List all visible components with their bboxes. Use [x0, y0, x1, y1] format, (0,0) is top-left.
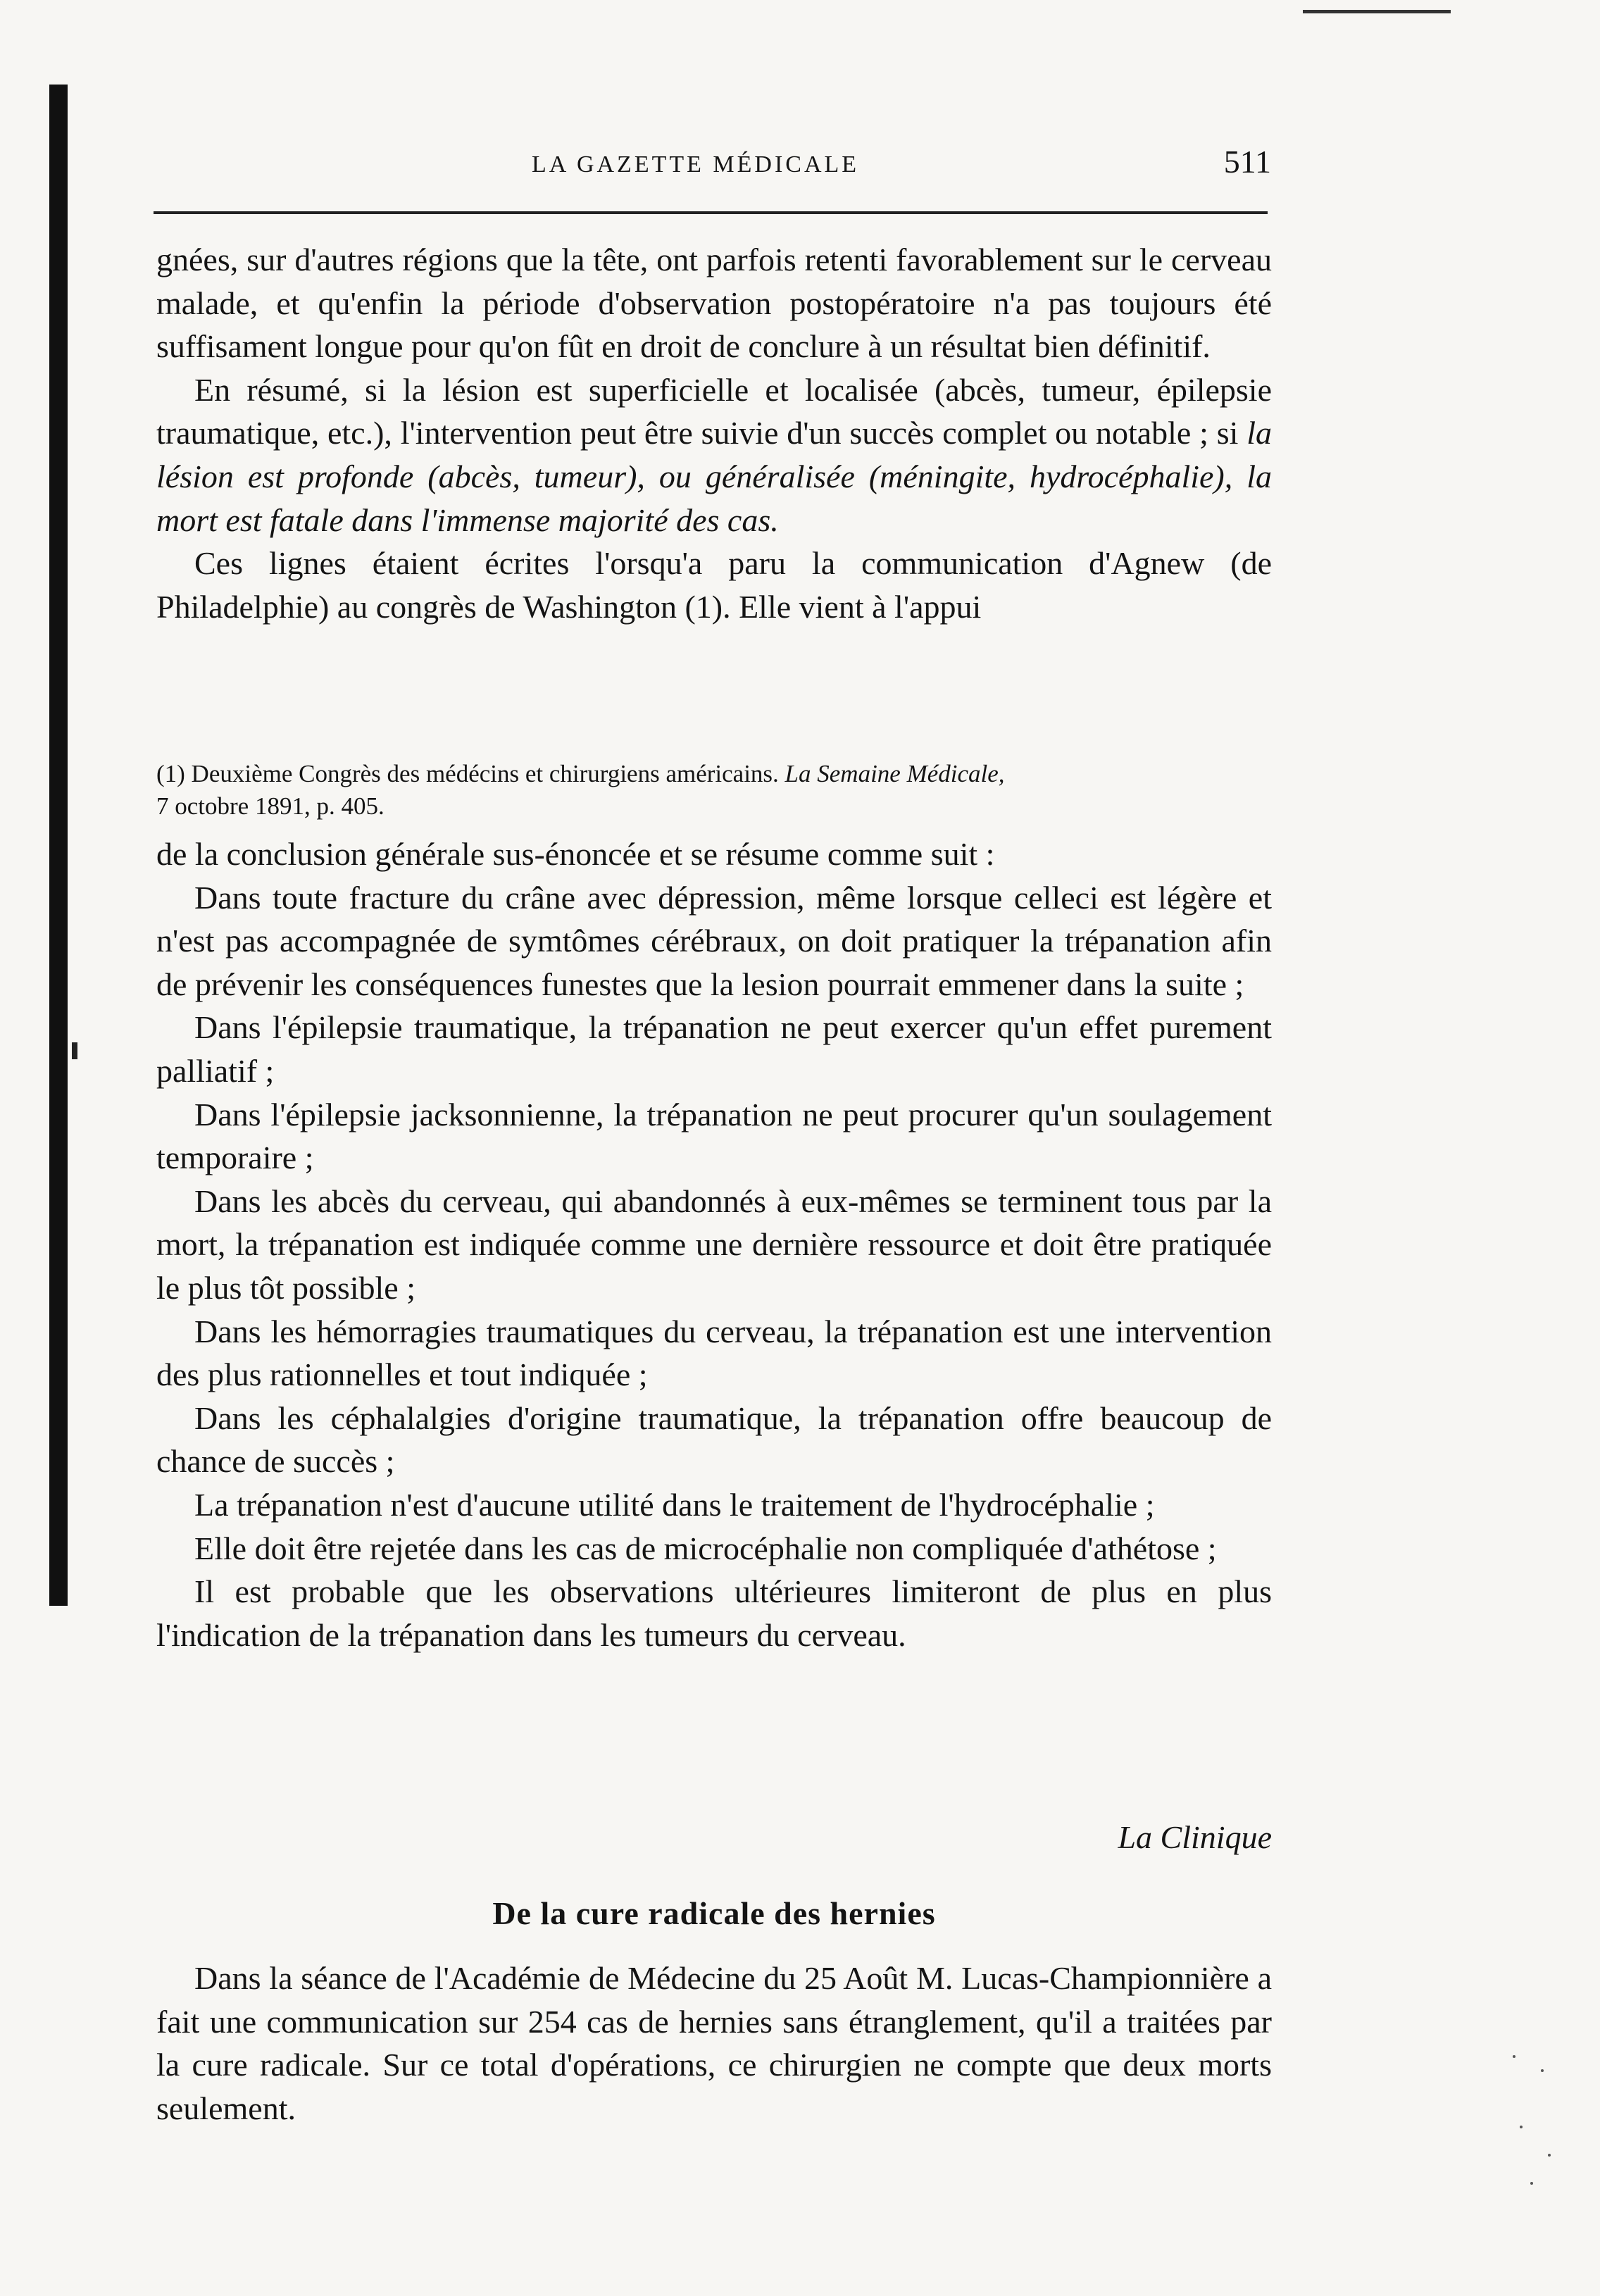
conclusion-item: Il est probable que les observations ultérieures limiteront de plus en plus l'indication de la trépanation dans les tumeurs du cerveau.: [156, 1573, 1272, 1653]
conclusion-item: Elle doit être rejetée dans les cas de microcéphalie non compliquée d'athétose ;: [194, 1530, 1217, 1566]
footnote-date: 7 octobre 1891, p. 405.: [156, 792, 385, 820]
conclusion-item: Dans les hémorragies traumatiques du cerveau, la trépanation est une intervention des plus rationnelles et tout indiquée ;: [156, 1313, 1272, 1393]
top-edge-rule: [1303, 10, 1451, 13]
footnote-line: [156, 758, 1272, 790]
summary-text: En résumé, si la lésion est superficielle et localisée (abcès, tumeur, épilepsie traumatique, etc.), l'intervention peut être suivie d'un succès complet ou notable ; si: [156, 371, 1272, 451]
footnote: [156, 758, 1272, 823]
conclusion-item: La trépanation n'est d'aucune utilité dans le traitement de l'hydrocéphalie ;: [194, 1486, 1155, 1523]
binding-shadow: [49, 85, 68, 1606]
paragraph-conclusion: de la conclusion générale sus-énoncée et se résume comme suit :: [156, 836, 995, 872]
footnote-text: (1) Deuxième Congrès des médécins et chirurgiens américains.: [156, 760, 785, 787]
conclusion-item: Dans l'épilepsie jacksonnienne, la trépanation ne peut procurer qu'un soulagement temporaire ;: [156, 1096, 1272, 1176]
text-block-3: [156, 1957, 1272, 2130]
page-number: 511: [1223, 144, 1271, 180]
paragraph-summary: [156, 368, 1272, 542]
paragraph-hernies: Dans la séance de l'Académie de Médecine du 25 Août M. Lucas-Championnière a fait une communication sur 254 cas de hernies sans étranglement, qu'il a traitées par la cure radicale. Sur ce total d'opérations, ce chirurgien ne compte que deux morts seulement.: [156, 1960, 1272, 2126]
summary-italic-text: la lésion est profonde (abcès, tumeur), ou généralisée (méningite, hydrocéphalie), la mort est fatale dans l'immense majorité des cas.: [156, 415, 1272, 538]
paragraph-agnew: Ces lignes étaient écrites l'orsqu'a paru la communication d'Agnew (de Philadelphie) au congrès de Washington (1). Elle vient à l'appui: [156, 545, 1272, 625]
text-block-1: [156, 238, 1272, 628]
conclusion-item: Dans l'épilepsie traumatique, la trépanation ne peut exercer qu'un effet purement palliatif ;: [156, 1009, 1272, 1089]
source-line: [156, 1818, 1272, 1862]
conclusion-item: Dans les abcès du cerveau, qui abandonnés à eux-mêmes se terminent tous par la mort, la trépanation est indiquée comme une dernière ressource et doit être pratiquée le plus tôt possible ;: [156, 1183, 1272, 1306]
conclusion-item: Dans toute fracture du crâne avec dépression, même lorsque celleci est légère et n'est pas accompagnée de symtômes cérébraux, on doit pratiquer la trépanation afin de prévenir les conséquences funestes que la lesion pourrait emmener dans la suite ;: [156, 879, 1272, 1002]
running-title: LA GAZETTE MÉDICALE: [532, 151, 860, 177]
section-heading: [156, 1895, 1272, 1938]
text-block-2: [156, 832, 1272, 1657]
conclusion-item: Dans les céphalalgies d'origine traumatique, la trépanation offre beaucoup de chance de succès ;: [156, 1399, 1272, 1480]
margin-specks: [1500, 2042, 1563, 2211]
source-attribution: La Clinique: [1118, 1819, 1272, 1855]
header-rule: [154, 211, 1268, 214]
footnote-reference: La Semaine Médicale,: [785, 760, 1005, 787]
paragraph-continued: gnées, sur d'autres régions que la tête, ont parfois retenti favorablement sur le cerveau malade, et qu'enfin la période d'observation postopératoire n'a pas toujours été suffisament longue pour qu'on fût en droit de conclure à un résultat bien définitif.: [156, 242, 1272, 365]
section-title: De la cure radicale des hernies: [492, 1895, 936, 1931]
binding-mark: [72, 1042, 77, 1059]
page-header: [158, 137, 1271, 187]
